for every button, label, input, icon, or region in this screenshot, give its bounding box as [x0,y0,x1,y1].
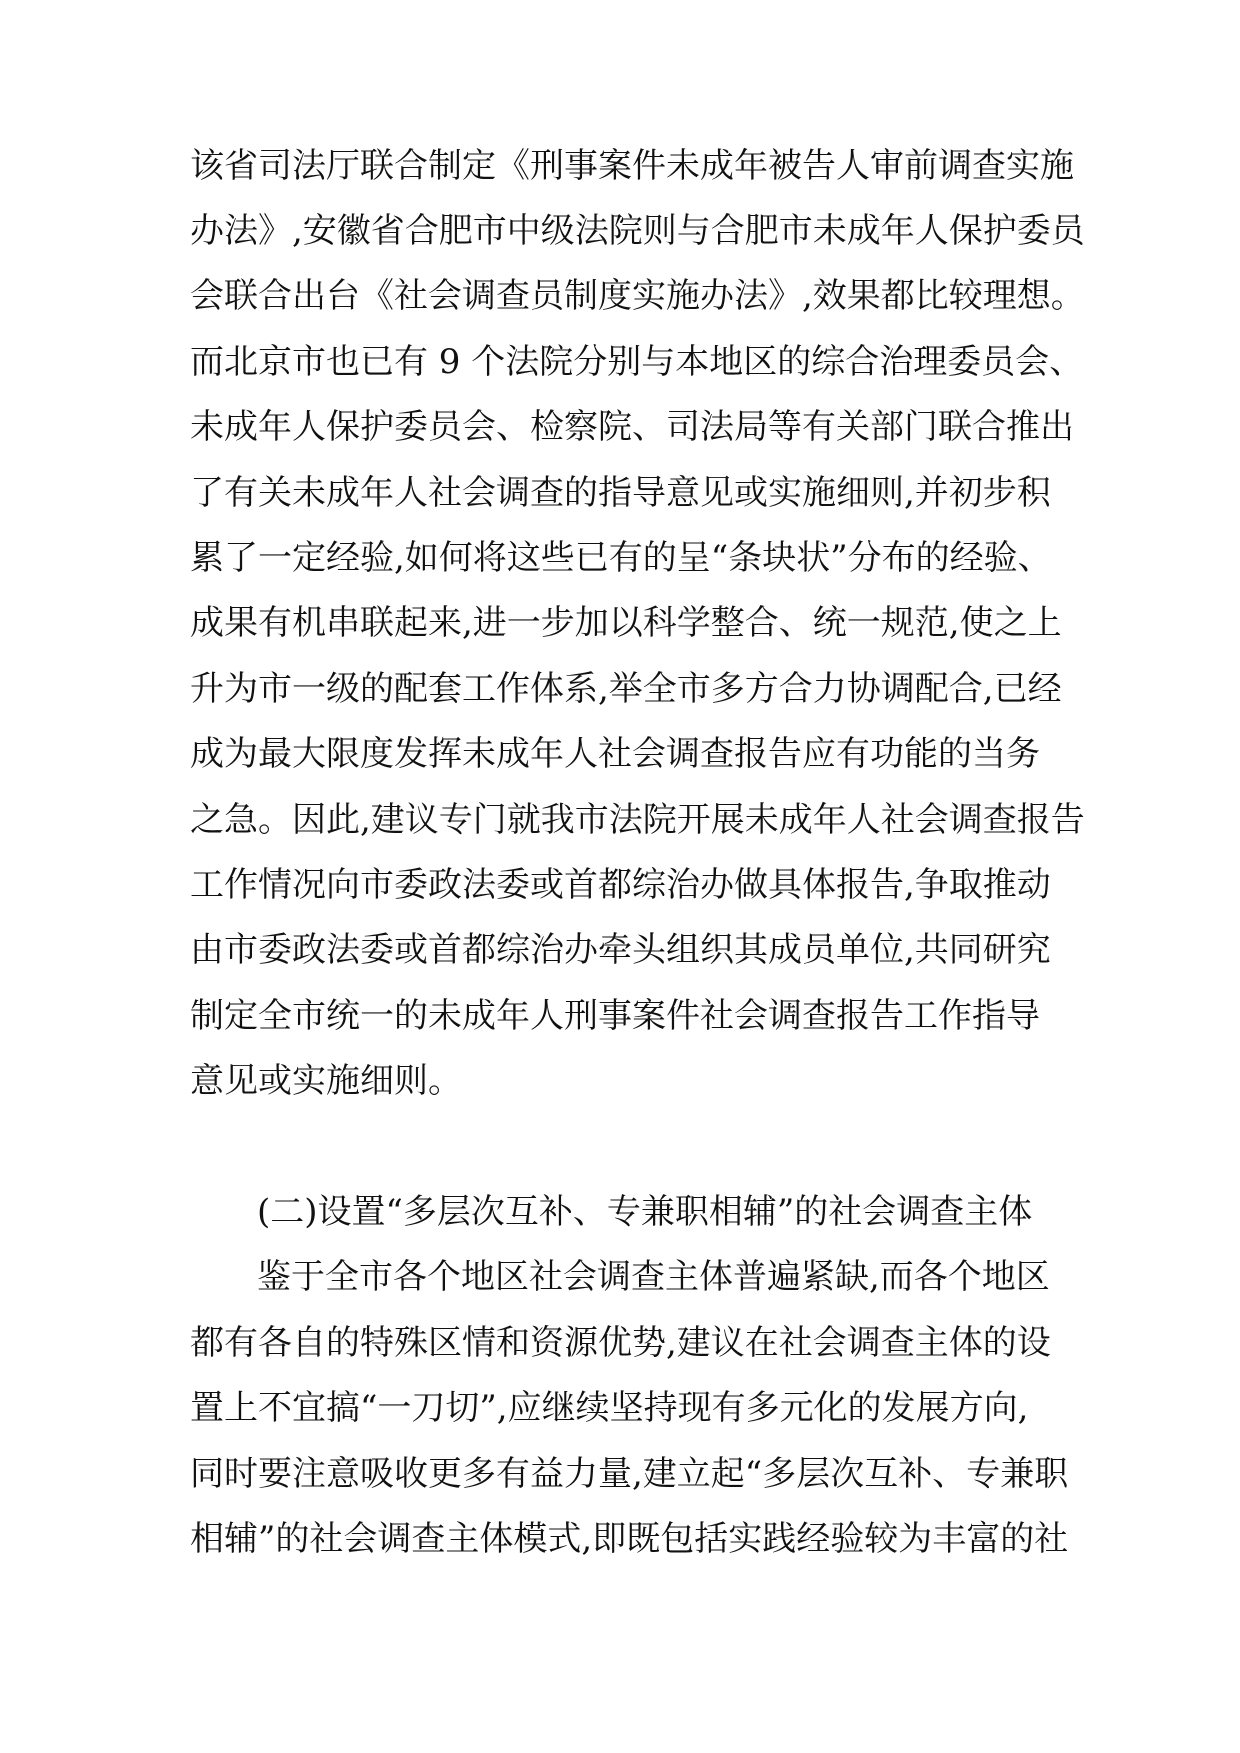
text-line: 未成年人保护委员会、检察院、司法局等有关部门联合推出 [190,407,1074,447]
text-line: 都有各自的特殊区情和资源优势,建议在社会调查主体的设 [190,1323,1051,1363]
text-line: 该省司法厅联合制定《刑事案件未成年被告人审前调查实施 [190,146,1074,186]
text-line: 成果有机串联起来,进一步加以科学整合、统一规范,使之上 [190,603,1062,643]
text-line: 制定全市统一的未成年人刑事案件社会调查报告工作指导 [190,996,1040,1036]
text-line: 由市委政法委或首都综治办牵头组织其成员单位,共同研究 [190,930,1051,970]
text-line: 累了一定经验,如何将这些已有的呈“条块状”分布的经验、 [190,538,1052,578]
text-line: 工作情况向市委政法委或首都综治办做具体报告,争取推动 [190,865,1051,905]
text-line: 意见或实施细则。 [190,1061,462,1101]
section-heading: (二)设置“多层次互补、专兼职相辅”的社会调查主体 [257,1192,1033,1232]
text-line: 会联合出台《社会调查员制度实施办法》,效果都比较理想。 [190,276,1085,316]
text-line: 办法》,安徽省合肥市中级法院则与合肥市未成年人保护委员 [190,211,1085,251]
text-line: 而北京市也已有 9 个法院分别与本地区的综合治理委员会、 [190,342,1084,382]
text-line: 同时要注意吸收更多有益力量,建立起“多层次互补、专兼职 [190,1454,1069,1494]
text-line: 鉴于全市各个地区社会调查主体普遍紧缺,而各个地区 [257,1257,1050,1297]
text-line: 之急。因此,建议专门就我市法院开展未成年人社会调查报告 [190,800,1085,840]
text-line: 了有关未成年人社会调查的指导意见或实施细则,并初步积 [190,473,1051,513]
text-line: 相辅”的社会调查主体模式,即既包括实践经验较为丰富的社 [190,1519,1069,1559]
text-line: 置上不宜搞“一刀切”,应继续坚持现有多元化的发展方向, [190,1388,1029,1428]
text-line: 升为市一级的配套工作体系,举全市多方合力协调配合,已经 [190,669,1062,709]
text-line: 成为最大限度发挥未成年人社会调查报告应有功能的当务 [190,734,1040,774]
